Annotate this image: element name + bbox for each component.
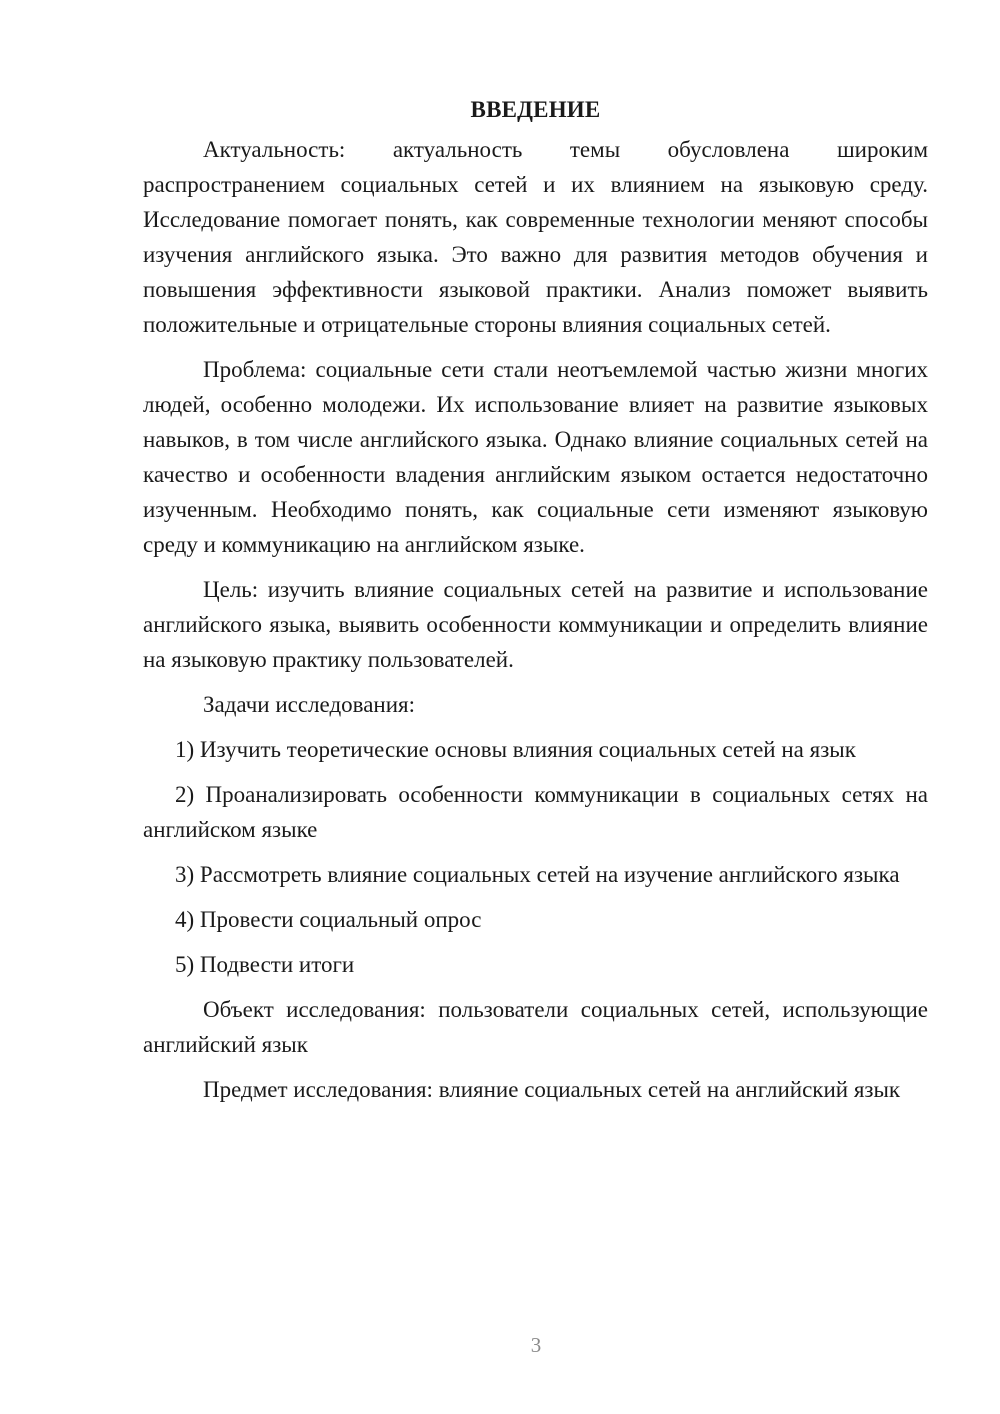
page-body (143, 92, 928, 1117)
page-title: ВВЕДЕНИЕ (470, 97, 601, 122)
task-item: 4) Провести социальный опрос (175, 907, 482, 932)
problem-paragraph: Проблема: социальные сети стали неотъемлемой частью жизни многих людей, особенно молодежи. Их использование влияет на развитие языковых навыков, в том числе английского языка. Однако влияние социальных сетей на качество и особенности владения английским языком остается недостаточно изученным. Необходимо понять, как социальные сети изменяют языковую среду и коммуникацию на английском языке. (143, 357, 928, 557)
task-item: 5) Подвести итоги (175, 952, 355, 977)
goal-paragraph: Цель: изучить влияние социальных сетей на развитие и использование английского языка, выявить особенности коммуникации и определить влияние на языковую практику пользователей. (143, 577, 928, 672)
page-number: 3 (530, 1333, 542, 1357)
task-item: 2) Проанализировать особенности коммуникации в социальных сетях на английском языке (143, 782, 928, 842)
tasks-heading: Задачи исследования: (203, 692, 416, 717)
relevance-paragraph: Актуальность: актуальность темы обусловлена широким распространением социальных сетей и их влиянием на языковую среду. Исследование помогает понять, как современные технологии меняют способы изучения английского языка. Это важно для развития методов обучения и повышения эффективности языковой практики. Анализ поможет выявить положительные и отрицательные стороны влияния социальных сетей. (143, 137, 928, 337)
subject-paragraph: Предмет исследования: влияние социальных сетей на английский язык (203, 1077, 901, 1102)
task-item: 3) Рассмотреть влияние социальных сетей на изучение английского языка (175, 862, 900, 887)
task-item: 1) Изучить теоретические основы влияния социальных сетей на язык (175, 737, 856, 762)
object-paragraph: Объект исследования: пользователи социальных сетей, использующие английский язык (143, 997, 928, 1057)
